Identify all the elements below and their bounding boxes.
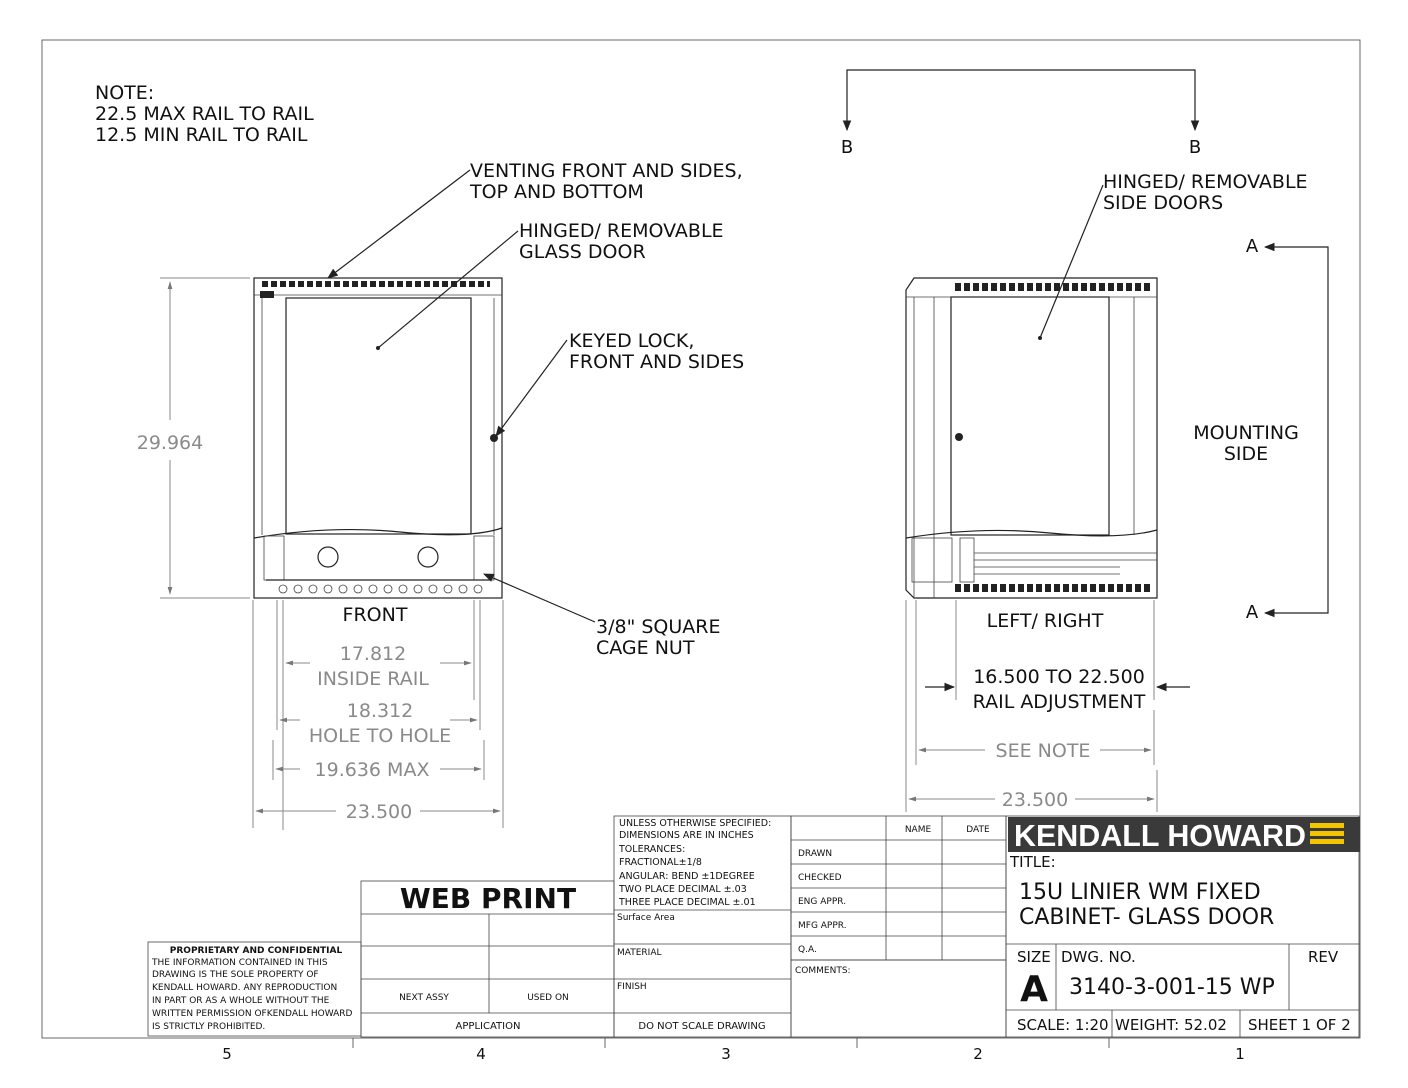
side-dim-width: 23.500 — [1001, 789, 1069, 811]
mounting-side-1: MOUNTING — [1193, 422, 1299, 444]
tolerance-line: TWO PLACE DECIMAL ±.03 — [619, 884, 747, 895]
proprietary-line: THE INFORMATION CONTAINED IN THIS — [152, 958, 328, 968]
side-cabinet-outline — [906, 278, 1157, 598]
scale-label: SCALE: 1:20 — [1017, 1016, 1109, 1034]
proprietary-line: KENDALL HOWARD. ANY REPRODUCTION — [152, 983, 338, 993]
dim-height: 29.964 — [136, 432, 204, 454]
callout-lock-2: FRONT AND SIDES — [569, 351, 745, 373]
note-heading: NOTE: — [95, 82, 155, 104]
dim-inside-rail-value: 17.812 — [339, 643, 407, 665]
side-view-label: LEFT/ RIGHT — [986, 610, 1104, 632]
dwg-no-value: 3140-3-001-15 WP — [1069, 975, 1275, 1000]
web-print-stamp: WEB PRINT — [399, 882, 577, 915]
front-dim-width: 23.500 — [345, 801, 413, 823]
dwg-no-label: DWG. NO. — [1061, 948, 1136, 966]
side-door — [951, 297, 1109, 535]
callout-side-doors-1: HINGED/ REMOVABLE — [1103, 171, 1308, 193]
dim-inside-rail-label: INSIDE RAIL — [317, 668, 429, 690]
front-glass-door — [286, 298, 471, 534]
zone-label: 5 — [222, 1045, 232, 1063]
zone-label: 1 — [1235, 1045, 1245, 1063]
zone-label: 4 — [476, 1045, 486, 1063]
size-label: SIZE — [1017, 948, 1051, 966]
sheet-label: SHEET 1 OF 2 — [1248, 1016, 1351, 1034]
general-note — [95, 82, 314, 146]
side-vent-row-bottom — [955, 584, 1153, 592]
next-assy-label: NEXT ASSY — [399, 993, 449, 1003]
weight-label: WEIGHT: 52.02 — [1115, 1016, 1227, 1034]
callout-venting-1: VENTING FRONT AND SIDES, — [470, 160, 743, 182]
tolerance-line: TOLERANCES: — [619, 844, 686, 855]
dim-max: 19.636 MAX — [314, 759, 430, 781]
front-cage-nut-holes — [279, 585, 482, 593]
material-label: MATERIAL — [617, 948, 662, 958]
front-view-label: FRONT — [342, 604, 408, 626]
rail-adjustment-label: RAIL ADJUSTMENT — [972, 691, 1146, 713]
title-line-2: CABINET- GLASS DOOR — [1019, 905, 1275, 930]
tolerance-line: ANGULAR: BEND ±1DEGREE — [619, 871, 755, 882]
col-date: DATE — [966, 825, 990, 835]
front-view — [137, 160, 744, 830]
front-vent-row-top — [262, 281, 490, 287]
title-label: TITLE: — [1010, 853, 1056, 871]
callout-venting-2: TOP AND BOTTOM — [470, 181, 644, 203]
callout-door-1: HINGED/ REMOVABLE — [519, 220, 724, 242]
tolerance-line: UNLESS OTHERWISE SPECIFIED: — [619, 818, 772, 829]
side-view — [841, 70, 1328, 812]
row-checked: CHECKED — [798, 873, 842, 883]
used-on-label: USED ON — [527, 993, 569, 1003]
see-note: SEE NOTE — [995, 740, 1091, 762]
mounting-side-2: SIDE — [1223, 443, 1269, 465]
rev-label: REV — [1308, 948, 1339, 966]
section-a-bottom: A — [1245, 602, 1259, 623]
note-line-2: 12.5 MIN RAIL TO RAIL — [95, 124, 308, 146]
front-cabinet-outline — [254, 278, 502, 598]
proprietary-line: DRAWING IS THE SOLE PROPERTY OF — [152, 970, 319, 980]
proprietary-line: WRITTEN PERMISSION OFKENDALL HOWARD — [152, 1009, 353, 1019]
callout-cage-nut-1: 3/8" SQUARE — [596, 616, 721, 638]
title-line-1: 15U LINIER WM FIXED — [1019, 880, 1261, 905]
section-a-top: A — [1245, 236, 1259, 257]
dim-hole-value: 18.312 — [346, 700, 414, 722]
proprietary-line: IS STRICTLY PROHIBITED. — [152, 1022, 266, 1032]
section-b-right: B — [1188, 137, 1202, 158]
row-eng-appr: ENG APPR. — [798, 897, 847, 907]
surface-area-label: Surface Area — [617, 913, 675, 923]
comments-label: COMMENTS: — [795, 966, 851, 976]
callout-door-2: GLASS DOOR — [519, 241, 646, 263]
title-block — [148, 816, 1360, 1037]
zone-markers — [222, 1038, 1245, 1063]
row-mfg-appr: MFG APPR. — [798, 921, 847, 931]
row-qa: Q.A. — [798, 945, 817, 955]
zone-label: 2 — [973, 1045, 983, 1063]
rail-adjustment-value: 16.500 TO 22.500 — [973, 666, 1145, 688]
dim-hole-label: HOLE TO HOLE — [308, 725, 452, 747]
side-vent-row-top — [955, 283, 1153, 291]
callout-lock-1: KEYED LOCK, — [569, 330, 695, 352]
col-name: NAME — [904, 825, 932, 835]
application-label: APPLICATION — [455, 1021, 521, 1032]
callout-side-doors-2: SIDE DOORS — [1103, 192, 1224, 214]
company-logo: KENDALL HOWARD — [1014, 818, 1306, 853]
do-not-scale-label: DO NOT SCALE DRAWING — [638, 1021, 766, 1032]
row-drawn: DRAWN — [798, 849, 833, 859]
tolerance-line: THREE PLACE DECIMAL ±.01 — [619, 897, 756, 908]
tolerance-line: DIMENSIONS ARE IN INCHES — [619, 830, 754, 841]
note-line-1: 22.5 MAX RAIL TO RAIL — [95, 103, 314, 125]
callout-cage-nut-2: CAGE NUT — [596, 637, 695, 659]
tolerance-line: FRACTIONAL±1/8 — [619, 857, 702, 868]
proprietary-line: IN PART OR AS A WHOLE WITHOUT THE — [152, 996, 330, 1006]
proprietary-heading: PROPRIETARY AND CONFIDENTIAL — [169, 946, 343, 956]
finish-label: FINISH — [617, 982, 647, 992]
side-lock — [955, 433, 963, 441]
size-value: A — [1020, 969, 1048, 1010]
zone-label: 3 — [721, 1045, 731, 1063]
section-b-left: B — [840, 137, 854, 158]
company-logo-bars-icon — [1310, 823, 1344, 844]
